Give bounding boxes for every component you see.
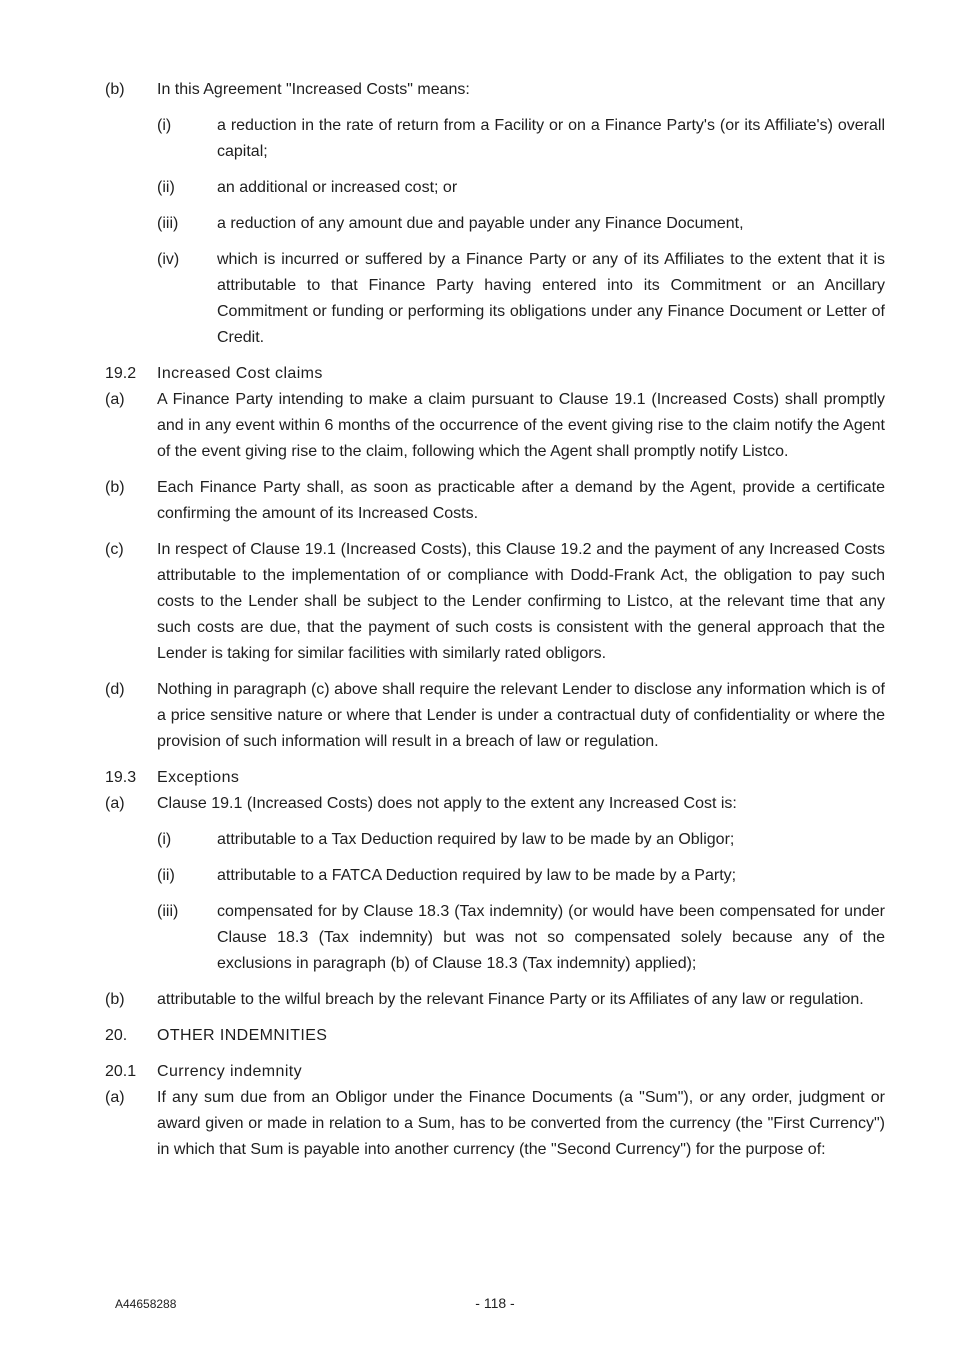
list-item-i: [105, 113, 885, 165]
section-number: 20.1: [105, 1063, 137, 1080]
document-reference: A44658288: [115, 1297, 177, 1311]
list-label: (ii): [157, 179, 175, 196]
clause-text: compensated for by Clause 18.3 (Tax indemnity) (or would have been compensated for under Clause 18.3 (Tax indemnity) but was not so compensated solely because any of the exclusions in paragraph (b) of Clause 18.3 (Tax indemnity) applied);: [217, 903, 885, 972]
clause-text: attributable to a FATCA Deduction required by law to be made by a Party;: [217, 867, 737, 884]
clause-text: Nothing in paragraph (c) above shall require the relevant Lender to disclose any information which is of a price sensitive nature or where that Lender is under a contractual duty of confidentiality or where the provision of such information will result in a breach of law or regulation.: [157, 681, 885, 750]
clause-text: If any sum due from an Obligor under the Finance Documents (a "Sum"), or any order, judgment or award given or made in relation to a Sum, has to be converted from the currency (the "First Currency") in which that Sum is payable into another currency (the "Second Currency") for the purpose of:: [157, 1089, 885, 1158]
section-number: 19.3: [105, 769, 137, 786]
document-content: [105, 77, 885, 1173]
clause-text: A Finance Party intending to make a claim pursuant to Clause 19.1 (Increased Costs) shall promptly and in any event within 6 months of the occurrence of the event giving rise to the claim notify the Agent of the event giving rise to the claim, following which the Agent shall promptly notify Listco.: [157, 391, 885, 460]
clause-label: (a): [105, 795, 125, 812]
clause-text: Clause 19.1 (Increased Costs) does not apply to the extent any Increased Cost is:: [157, 795, 737, 812]
clause-19-3-a-i: [105, 827, 885, 853]
list-item-iv: [105, 247, 885, 351]
clause-19-2-a: [105, 387, 885, 465]
page-number: - 118 -: [475, 1295, 515, 1311]
section-title: Currency indemnity: [157, 1063, 303, 1080]
clause-label: (b): [105, 991, 125, 1008]
list-item-iii: [105, 211, 885, 237]
clause-19-3-a: [105, 791, 885, 817]
clause-label: (b): [105, 479, 125, 496]
list-label: (i): [157, 831, 172, 848]
clause-text: attributable to a Tax Deduction required by law to be made by an Obligor;: [217, 831, 735, 848]
clause-19-3-b: [105, 987, 885, 1013]
clause-text: attributable to the wilful breach by the relevant Finance Party or its Affiliates of any law or regulation.: [157, 991, 864, 1008]
list-item-ii: [105, 175, 885, 201]
section-title: OTHER INDEMNITIES: [157, 1027, 328, 1044]
clause-label: (c): [105, 541, 124, 558]
section-heading-19-2: [105, 361, 885, 387]
clause-label: (a): [105, 391, 125, 408]
list-label: (b): [105, 81, 125, 98]
section-heading-20: [105, 1023, 885, 1049]
clause-label: (d): [105, 681, 125, 698]
clause-text: Each Finance Party shall, as soon as practicable after a demand by the Agent, provide a certificate confirming the amount of its Increased Costs.: [157, 479, 885, 522]
section-heading-19-3: [105, 765, 885, 791]
section-title: Exceptions: [157, 769, 240, 786]
clause-text: a reduction in the rate of return from a Facility or on a Finance Party's (or its Affiliate's) overall capital;: [217, 117, 885, 160]
section-title: Increased Cost claims: [157, 365, 323, 382]
clause-text: which is incurred or suffered by a Finance Party or any of its Affiliates to the extent that it is attributable to that Finance Party having entered into its Commitment or an Ancillary Commitment or funding or performing its obligations under any Finance Document or Letter of Credit.: [217, 251, 885, 346]
clause-20-1-a: [105, 1085, 885, 1163]
clause-text: a reduction of any amount due and payable under any Finance Document,: [217, 215, 744, 232]
list-label: (ii): [157, 867, 175, 884]
clause-label: (a): [105, 1089, 125, 1106]
clause-19-3-a-ii: [105, 863, 885, 889]
clause-text: an additional or increased cost; or: [217, 179, 458, 196]
section-number: 20.: [105, 1027, 128, 1044]
clause-19-2-c: [105, 537, 885, 667]
list-label: (i): [157, 117, 172, 134]
clause-19-3-a-iii: [105, 899, 885, 977]
clause-text: In this Agreement "Increased Costs" means:: [157, 81, 470, 98]
list-item-b: [105, 77, 885, 103]
clause-19-2-b: [105, 475, 885, 527]
list-label: (iv): [157, 251, 180, 268]
list-label: (iii): [157, 215, 179, 232]
section-heading-20-1: [105, 1059, 885, 1085]
section-number: 19.2: [105, 365, 137, 382]
list-label: (iii): [157, 903, 179, 920]
clause-text: In respect of Clause 19.1 (Increased Costs), this Clause 19.2 and the payment of any Increased Costs attributable to the implementation of or compliance with Dodd-Frank Act, the obligation to pay such costs to the Lender shall be subject to the Lender confirming to Listco, at the relevant time that any such costs are due, that the payment of such costs is consistent with the general approach that the Lender is taking for similar facilities with similarly rated obligors.: [157, 541, 885, 662]
clause-19-2-d: [105, 677, 885, 755]
